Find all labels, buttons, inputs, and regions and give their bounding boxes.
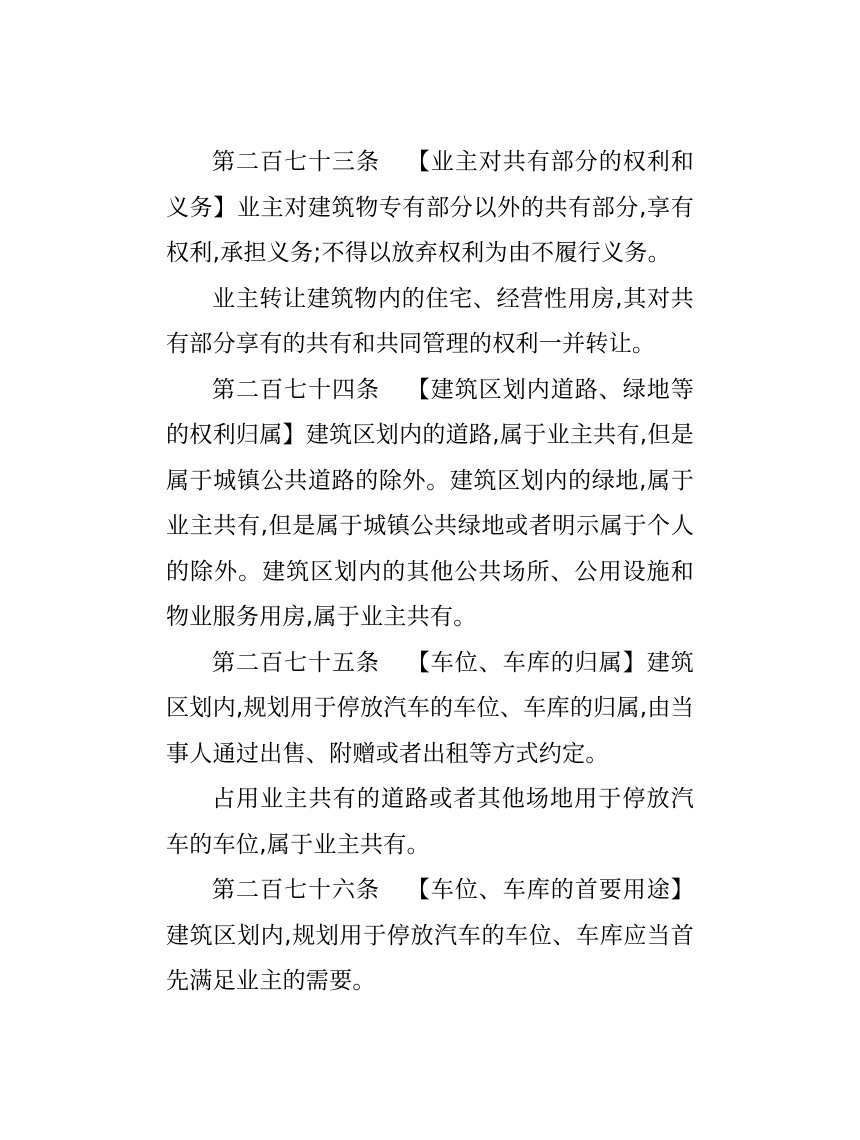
article-274-paragraph xyxy=(166,368,694,641)
article-title: 【建筑区划内道路、绿地等的权利归属】 xyxy=(166,376,694,448)
article-number: 第二百七十三条 xyxy=(212,149,380,175)
document-page xyxy=(166,140,694,1005)
article-body: 占用业主共有的道路或者其他场地用于停放汽车的车位,属于业主共有。 xyxy=(166,786,694,858)
article-273-paragraph xyxy=(166,140,694,277)
article-body: 业主对建筑物专有部分以外的共有部分,享有权利,承担义务;不得以放弃权利为由不履行义务。 xyxy=(166,194,694,266)
article-body: 建筑区划内的道路,属于业主共有,但是属于城镇公共道路的除外。建筑区划内的绿地,属于业主共有,但是属于城镇公共绿地或者明示属于个人的除外。建筑区划内的其他公共场所、公用设施和物业服务用房,属于业主共有。 xyxy=(166,422,694,630)
article-275-paragraph xyxy=(166,641,694,778)
article-276-paragraph xyxy=(166,868,694,1005)
article-title: 【车位、车库的归属】 xyxy=(406,649,647,676)
article-title: 【车位、车库的首要用途】 xyxy=(406,877,694,903)
article-body: 建筑区划内,规划用于停放汽车的车位、车库应当首先满足业主的需要。 xyxy=(166,922,694,994)
article-body: 建筑区划内,规划用于停放汽车的车位、车库的归属,由当事人通过出售、附赠或者出租等方式约定。 xyxy=(166,649,695,767)
article-number: 第二百七十四条 xyxy=(212,376,380,403)
article-number: 第二百七十五条 xyxy=(212,649,380,676)
article-title: 【业主对共有部分的权利和义务】 xyxy=(166,149,694,221)
article-273-paragraph-2 xyxy=(166,277,694,368)
article-275-paragraph-2 xyxy=(166,777,694,868)
article-body: 业主转让建筑物内的住宅、经营性用房,其对共有部分享有的共有和共同管理的权利一并转让。 xyxy=(166,285,694,357)
article-number: 第二百七十六条 xyxy=(212,877,380,903)
